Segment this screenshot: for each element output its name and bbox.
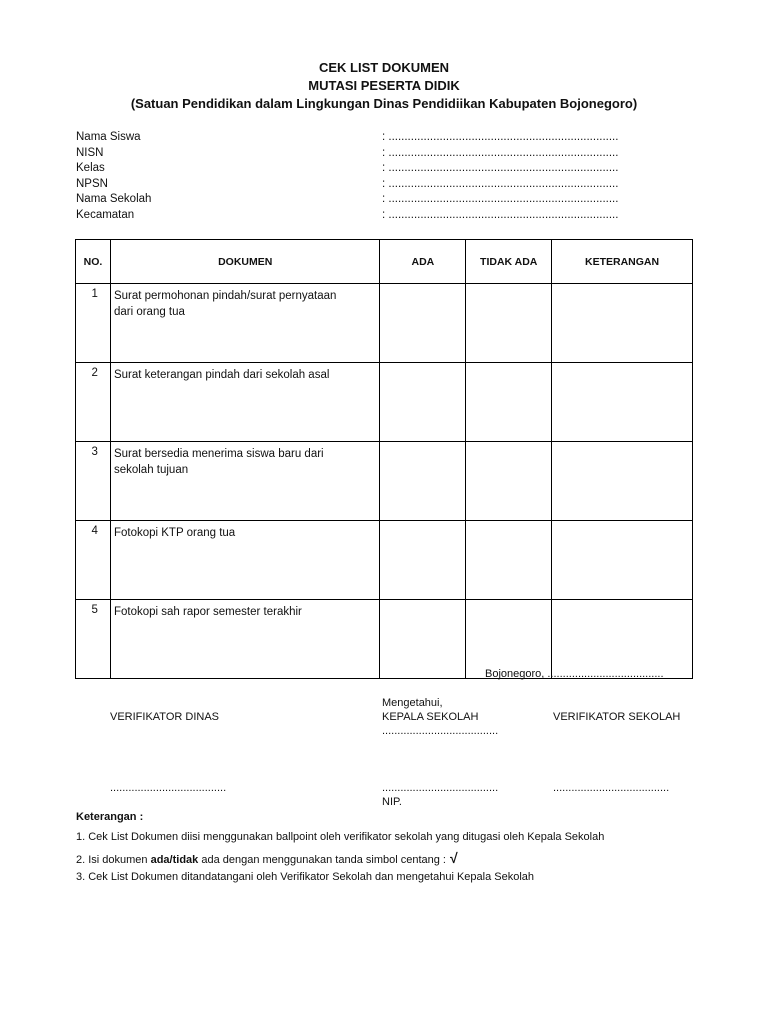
field-value: : ........................................................................ [382,146,619,159]
document-scope: (Satuan Pendidikan dalam Lingkungan Dinas Pendidiikan Kabupaten Bojonegoro) [130,96,638,111]
cell-ada[interactable] [380,363,466,442]
cell-tidak-ada[interactable] [466,442,552,521]
note-2 [76,850,458,866]
signature-line-verifikator-sekolah: ...................................... [553,782,670,794]
field-value: : ........................................................................ [382,193,619,205]
mengetahui-label: Mengetahui, [382,697,443,709]
header-dokumen: DOKUMEN [110,240,379,284]
verifikator-sekolah-label: VERIFIKATOR SEKOLAH [553,711,681,723]
cell-keterangan[interactable] [552,442,693,521]
dokumen-line: Surat bersedia menerima siswa baru dari [113,448,324,460]
row-number: 1 [76,284,111,363]
field-value: : ........................................................................ [382,208,619,221]
row-number: 2 [76,363,111,442]
dokumen-line: Surat keterangan pindah dari sekolah asal [113,369,330,381]
table-row [76,284,693,363]
cell-ada[interactable] [380,284,466,363]
place-date: Bojonegoro, ...................................... [485,668,664,680]
header-tidak-ada: TIDAK ADA [466,240,552,284]
note-1: 1. Cek List Dokumen diisi menggunakan ballpoint oleh verifikator sekolah yang ditugasi oleh Kepala Sekolah [76,831,605,843]
document-checklist-table [75,239,693,679]
kepala-sekolah-name-line: ...................................... [382,725,499,737]
cell-tidak-ada[interactable] [466,284,552,363]
table-row [76,521,693,600]
student-fields [76,130,676,223]
dokumen-line: Fotokopi KTP orang tua [113,527,236,539]
table-row [76,363,693,442]
cell-tidak-ada[interactable] [466,521,552,600]
row-number: 4 [76,521,111,600]
note-2-suffix: ada dengan menggunakan tanda simbol centang : [198,854,446,866]
cell-keterangan[interactable] [552,521,693,600]
header-ada: ADA [380,240,466,284]
verifikator-dinas-label: VERIFIKATOR DINAS [110,711,220,723]
cell-keterangan[interactable] [552,363,693,442]
document-subtitle: MUTASI PESERTA DIDIK [308,78,460,93]
table-row [76,600,693,679]
field-nama-sekolah [76,192,676,208]
cell-tidak-ada[interactable] [466,600,552,679]
cell-keterangan[interactable] [552,284,693,363]
field-nisn [76,146,676,162]
field-value: : ........................................................................ [382,177,619,190]
row-number: 3 [76,442,111,521]
notes-title: Keterangan : [76,811,144,823]
note-2-bold: ada/tidak [150,854,199,866]
field-kecamatan [76,208,676,224]
dokumen-line: dari orang tua [113,306,185,318]
field-label: Kecamatan [76,208,135,221]
cell-ada[interactable] [380,600,466,679]
dokumen-line: sekolah tujuan [113,464,189,476]
dokumen-line: Surat permohonan pindah/surat pernyataan [113,290,337,302]
document-title: CEK LIST DOKUMEN [319,60,449,75]
cell-tidak-ada[interactable] [466,363,552,442]
cell-ada[interactable] [380,442,466,521]
field-label: NISN [76,146,104,159]
field-label: NPSN [76,177,108,190]
row-dokumen [110,442,379,521]
note-3: 3. Cek List Dokumen ditandatangani oleh Verifikator Sekolah dan mengetahui Kepala Sekolah [76,871,535,883]
field-value: : ........................................................................ [382,131,619,143]
field-value: : ........................................................................ [382,162,619,174]
dokumen-line: Fotokopi sah rapor semester terakhir [113,606,302,618]
row-dokumen [110,284,379,363]
signature-line-verifikator-dinas: ...................................... [110,782,227,794]
field-label: Nama Siswa [76,131,141,143]
signature-line-kepala-sekolah: ...................................... [382,782,499,794]
note-2-prefix: 2. Isi dokumen [76,854,151,866]
cell-keterangan[interactable] [552,600,693,679]
field-label: Nama Sekolah [76,193,152,205]
field-label: Kelas [76,162,105,174]
field-kelas [76,161,676,177]
field-npsn [76,177,676,193]
header-no: NO. [76,240,111,284]
row-dokumen [110,600,379,679]
row-dokumen [110,363,379,442]
cell-ada[interactable] [380,521,466,600]
row-dokumen [110,521,379,600]
row-number: 5 [76,600,111,679]
checkmark-icon: √ [449,850,458,866]
table-header-row [76,240,693,284]
table-row [76,442,693,521]
nip-label: NIP. [382,796,402,808]
kepala-sekolah-label: KEPALA SEKOLAH [382,711,479,723]
header-keterangan: KETERANGAN [552,240,693,284]
field-nama-siswa [76,130,676,146]
